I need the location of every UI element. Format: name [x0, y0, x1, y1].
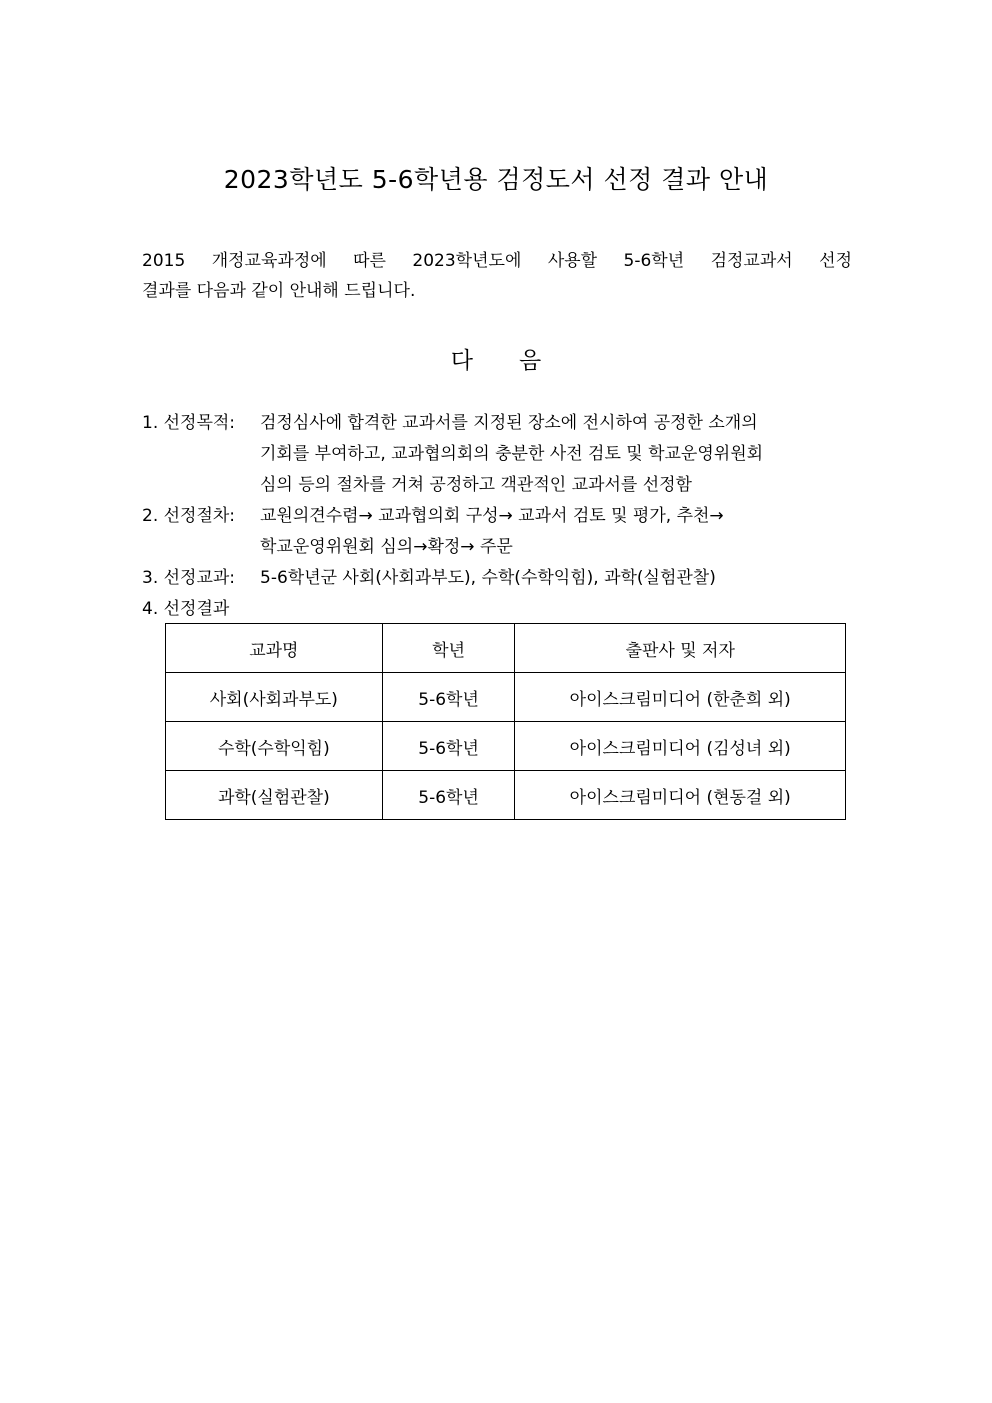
table-cell-grade: 5-6학년	[382, 722, 515, 771]
result-table	[165, 623, 846, 820]
table-cell-publisher: 아이스크림미디어 (현동걸 외)	[515, 771, 846, 820]
item-label: 4. 선정결과	[142, 599, 230, 619]
intro-paragraph	[142, 246, 852, 306]
list-item	[142, 501, 862, 563]
column-header-publisher: 출판사 및 저자	[515, 624, 846, 673]
item-list	[142, 408, 862, 625]
table-row	[166, 722, 846, 771]
table-row	[166, 771, 846, 820]
list-item	[142, 408, 862, 501]
item-line: 심의 등의 절차를 거쳐 공정하고 객관적인 교과서를 선정함	[260, 475, 692, 495]
item-body	[260, 501, 862, 563]
section-heading-char: 다	[450, 348, 473, 374]
table-cell-publisher: 아이스크림미디어 (한춘희 외)	[515, 673, 846, 722]
intro-line: 2015 개정교육과정에 따른 2023학년도에 사용할 5-6학년 검정교과서 선정	[142, 251, 852, 271]
table-cell-grade: 5-6학년	[382, 771, 515, 820]
column-header-grade: 학년	[382, 624, 515, 673]
item-line: 교원의견수렴→ 교과협의회 구성→ 교과서 검토 및 평가, 추천→	[260, 506, 724, 526]
list-item	[142, 563, 862, 594]
item-body	[260, 594, 862, 625]
table-cell-subject: 과학(실험관찰)	[166, 771, 383, 820]
table-cell-subject: 수학(수학익힘)	[166, 722, 383, 771]
table-header-row	[166, 624, 846, 673]
list-item	[142, 594, 862, 625]
table-cell-grade: 5-6학년	[382, 673, 515, 722]
document-title: 2023학년도 5-6학년용 검정도서 선정 결과 안내	[223, 165, 769, 194]
item-body	[260, 563, 862, 594]
item-label: 3. 선정교과:	[142, 568, 236, 588]
table-cell-publisher: 아이스크림미디어 (김성녀 외)	[515, 722, 846, 771]
item-label: 2. 선정절차:	[142, 506, 236, 526]
section-heading	[0, 342, 992, 375]
item-label: 1. 선정목적:	[142, 413, 236, 433]
section-heading-char: 음	[519, 348, 542, 374]
item-line: 검정심사에 합격한 교과서를 지정된 장소에 전시하여 공정한 소개의	[260, 413, 758, 433]
table-row	[166, 673, 846, 722]
item-body	[260, 408, 862, 501]
column-header-subject: 교과명	[166, 624, 383, 673]
item-line: 학교운영위원회 심의→확정→ 주문	[260, 537, 513, 557]
item-line: 5-6학년군 사회(사회과부도), 수학(수학익힘), 과학(실험관찰)	[260, 568, 716, 588]
table-cell-subject: 사회(사회과부도)	[166, 673, 383, 722]
intro-line: 결과를 다음과 같이 안내해 드립니다.	[142, 281, 416, 301]
item-line: 기회를 부여하고, 교과협의회의 충분한 사전 검토 및 학교운영위원회	[260, 444, 764, 464]
